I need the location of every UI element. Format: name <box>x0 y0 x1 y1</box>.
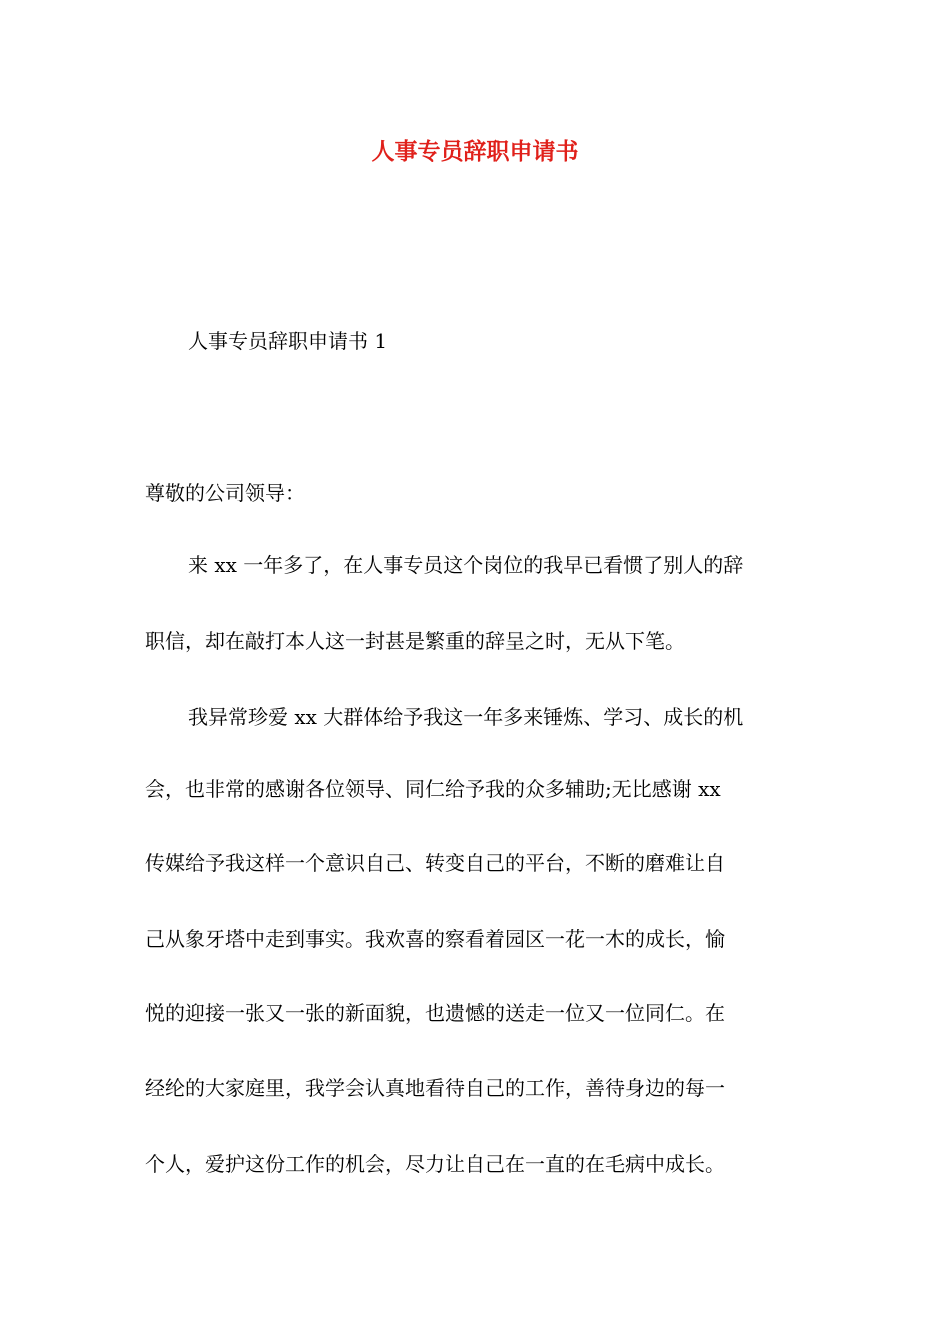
salutation: 尊敬的公司领导： <box>145 481 305 505</box>
document-subtitle: 人事专员辞职申请书 1 <box>188 329 388 353</box>
paragraph-2-line-4: 己从象牙塔中走到事实。我欢喜的察看着园区一花一木的成长，愉 <box>145 927 725 951</box>
document-title: 人事专员辞职申请书 <box>371 138 579 165</box>
paragraph-2-line-6: 经纶的大家庭里，我学会认真地看待自己的工作，善待身边的每一 <box>145 1076 725 1100</box>
paragraph-2-line-5: 悦的迎接一张又一张的新面貌，也遗憾的送走一位又一位同仁。在 <box>145 1001 725 1025</box>
paragraph-2-line-1: 我异常珍爱 xx 大群体给予我这一年多来锤炼、学习、成长的机 <box>188 705 744 729</box>
paragraph-2-line-3: 传媒给予我这样一个意识自己、转变自己的平台，不断的磨难让自 <box>145 851 725 875</box>
paragraph-2-line-2: 会，也非常的感谢各位领导、同仁给予我的众多辅助;无比感谢 xx <box>145 777 721 801</box>
paragraph-1-line-1: 来 xx 一年多了，在人事专员这个岗位的我早已看惯了别人的辞 <box>188 553 744 577</box>
paragraph-2-line-7: 个人，爱护这份工作的机会，尽力让自己在一直的在毛病中成长。 <box>145 1152 725 1176</box>
paragraph-1-line-2: 职信，却在敲打本人这一封甚是繁重的辞呈之时，无从下笔。 <box>145 629 685 653</box>
